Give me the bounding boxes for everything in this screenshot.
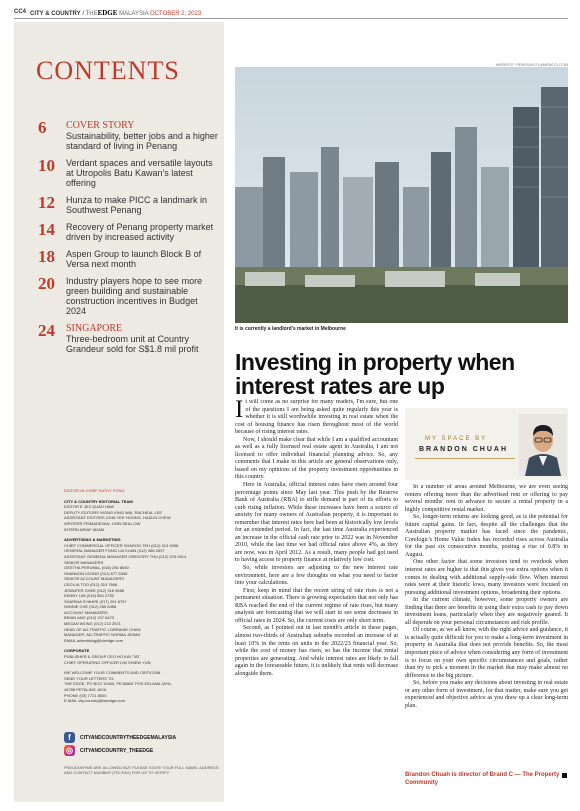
article-paragraph: It will come as no surprise for many readers, I'm sure, but one of the questions I am being asked quite regularly this year is whether it is still worthwhile investing in real estate when the cost of housing finance has risen throughout most of the world because of rising interest rates.: [235, 399, 398, 436]
section-label: CITY & COUNTRY / THEEDGE MALAYSIA OCTOBER 2, 2023: [30, 9, 202, 17]
contents-page-number: 10: [38, 156, 55, 175]
contents-item[interactable]: [38, 195, 218, 215]
credit-line: WRITERS FRIMADEVAN, CHELSEA LOW: [64, 520, 141, 526]
credit-line: ACCOUNT MANAGERS: [64, 609, 108, 615]
article-paragraph: So, while investors are adjusting to the new interest rate environment, here are a few thoughts on what you need to factor into your calculations.: [235, 565, 398, 587]
article-paragraph: First, keep in mind that the recent string of rate rises is not a permanent situation. There is growing expectation that not only has RBA reached the end of the current regime of rate rises, but many analysts are forecasting that we will start to see some decreases in official rates in 2024. So, the current costs are only short term.: [235, 587, 398, 624]
article-paragraph: In a number of areas around Melbourne, we are even seeing renters offering more than the advertised rent or offering to pay several months' rent in advance to secure a rental property in a highly competitive rental market.: [405, 484, 568, 513]
byline-rule: [415, 458, 515, 459]
contents-page-number: 6: [38, 118, 47, 137]
article-paragraph: One other factor that some investors tend to overlook when interest rates are higher is that this gives you extra options when it comes to dealing with additional supply-side flow. When interest rates were at their historic lows, many investors were focused on pursuing additional investment options, broadening their options.: [405, 559, 568, 596]
credit-line: EDITOR E JEZ QUAH HAW: [64, 504, 115, 510]
contents-item[interactable]: [38, 323, 218, 354]
credit-line: SHARINA SYAHIRI (017) 291 6797: [64, 598, 127, 604]
end-mark: [562, 773, 567, 778]
contents-heading: COVER STORY: [66, 120, 135, 131]
contact-line: E-MAIL city.country@bizedge.com: [64, 698, 125, 704]
contents-description: Recovery of Penang property market driven by increased activity: [66, 222, 214, 242]
facebook-link[interactable]: f CITYANDCOUNTRYTHEEDGEMALAYSIA: [64, 732, 176, 743]
article-paragraph: In the current climate, however, some property owners are finding that there are benefits in using their extra cash to pay down investment loans, particularly when they are negatively geared. It all depends on your personal circumstances and risk profile.: [405, 597, 568, 626]
credit-line: CHIEF COMMERCIAL OFFICER SHARON TEH (012) 313 9056: [64, 542, 179, 548]
credit-line: JENNIFER CHEE (012) 316 9688: [64, 587, 125, 593]
credit-heading: CITY & COUNTRY EDITORIAL TEAM: [64, 498, 133, 504]
credit-line: HEAD OF AD-TRAFFIC LORRAINE CHAN: [64, 626, 141, 632]
credit-line: ASSISTANT EDITORS CHIN YEE HOONG, HAZLIN CHEW: [64, 515, 171, 521]
article-paragraph: Second, as I pointed out in last month's article in these pages, almost two-thirds of Australian suburbs recorded an increase of at least 10% in the rents on units in the 2022/23 financial year. So, while the cost of money has risen, so has the income that rental properties are generating. And while interest rates are likely to fall again in the foreseeable future, it is unlikely that rents will decrease alongside them.: [235, 625, 398, 677]
page-number: CC4: [14, 9, 27, 15]
page-header: [0, 0, 580, 20]
contents-description: Aspen Group to launch Block B of Versa next month: [66, 249, 202, 269]
credit-line: CHIEF OPERATING OFFICER LIM SHIEW YUN: [64, 659, 151, 665]
contents-list: [38, 120, 218, 361]
credit-line: ASSISTANT GENERAL MANAGER GREGORY THU (012) 376 0614: [64, 553, 187, 559]
credit-line: DEPUTY EDITORS WONG KING WAI, RACHEAL LEE: [64, 509, 163, 515]
credit-line: SENIOR MANAGERS: [64, 559, 104, 565]
article-paragraph: Now, I should make clear that while I am a qualified accountant as well as a fully licensed real estate agent in Australia, I am not licensed to offer individual financial planning advice. So, any comments that I make in this article are general observations only, based on my opinions of the property investment opportunities in this country.: [235, 436, 398, 481]
contents-page-number: 12: [38, 193, 55, 212]
credit-line: MANAGER, AD-TRAFFIC NORMA JIDIMA: [64, 632, 141, 638]
editorial-credits: [64, 488, 224, 704]
melbourne-skyline-photo: [235, 67, 568, 323]
contents-description: Sustainability, better jobs and a higher standard of living in Penang: [66, 131, 218, 151]
credit-line: PUBLISHER & GROUP CEO HO KAY TAT: [64, 654, 140, 660]
credit-line: BRIAN ANG (012) 207 6473: [64, 615, 115, 621]
contents-description: Hunza to make PICC a landmark in Southwest Penang: [66, 195, 208, 215]
article-paragraph: So, longer-term returns are looking good, as is the potential for future capital gains. In fact, despite all the challenges that the Australian property market has faced since the pandemic, Corelogic's Home Value Index has recorded rises across Australia for the past six consecutive months, posting a rise of 0.8% in August.: [405, 514, 568, 558]
column-byline-box: [405, 408, 568, 480]
article-column-1: [235, 399, 398, 791]
author-photo: [519, 414, 567, 476]
header-rule: [14, 18, 568, 19]
credit-line: WINNIE CHE (012) 255 6458: [64, 604, 117, 610]
article-paragraph: So, before you make any decisions about investing in real estate or any other form of investment, for that matter, make sure you get experienced and objective advice as you draw up a clear long-term plan.: [405, 680, 568, 709]
credit-line: MEGAN WONG (012) 213 2571: [64, 621, 121, 627]
credit-line: INTERN ARIAF ADAM: [64, 526, 105, 532]
contact-line: 46788 PETALING JAYA: [64, 687, 107, 692]
author-bio: Brandon Chuah is director of Brand C — The Property Community: [405, 772, 560, 786]
column-label: MY SPACE BY: [425, 436, 488, 442]
credit-line: SHANNON LEONG (012) 677 5345: [64, 570, 128, 576]
article-paragraph: Here in Australia, official interest rates have risen around four percentage points since May last year. This push by the Reserve Bank of Australia (RBA) to stifle demand is part of its efforts to curb rising inflation. While these increases have been a source of anxiety for many owners of Australian property, it is important to remember that interest rates here had been at historically low levels for an extended period. In fact, the last time Australia experienced an increase in the official cash rate prior to 2022 was in November 2010, while the last time we had official rates above 4%, as they are now, was in April 2012. As a result, many people had got used to having access to property finance at relatively low cost.: [235, 482, 398, 564]
credit-line: GEETHA PERUMAL (016) 250 8640: [64, 565, 129, 571]
credit-heading: ADVERTISING & MARKETING: [64, 537, 121, 543]
photo-credit: WEBSITE: PENGUIN.FLAMENCO.COM: [495, 62, 568, 67]
facebook-icon: f: [64, 732, 75, 743]
contents-description: Industry players hope to see more green building and sustainable construction incentives in Budget 2024: [66, 276, 203, 316]
credit-line: GENERAL MANAGER FONG LAI KUAN (012) 388 2637: [64, 548, 165, 554]
credit-line: EDITOR-IN-CHIEF KATHY FONG: [64, 488, 125, 493]
contents-item[interactable]: [38, 276, 218, 316]
photo-caption: It is currently a landlord's market in Melbourne: [235, 326, 346, 332]
contents-title: CONTENTS: [36, 56, 180, 85]
article-headline: Investing in property when interest rates are up: [235, 349, 515, 399]
credit-line: KENNY LIM (016) 554 2735: [64, 593, 114, 599]
contents-page-number: 18: [38, 247, 55, 266]
contact-line: THE EDGE, PO BOX 10440, PEJABAT POS KELANA JAYA,: [64, 681, 172, 687]
article-column-2: [405, 484, 568, 784]
credit-line: SENIOR ACCOUNT MANAGERS: [64, 576, 124, 582]
contact-line: SEND YOUR LETTERS TO:: [64, 675, 115, 681]
credit-line: EMAIL advertising@bizedge.com: [64, 637, 124, 643]
contact-line: PHONE (03) 7721 8000: [64, 692, 107, 698]
contents-description: Verdant spaces and versatile layouts at Utropolis Batu Kawan's latest offering: [66, 158, 213, 188]
article-paragraph: Of course, as we all know, with the right advice and guidance, it is actually quite difficult for you to make a long-term investment in property in Australia that does not provide benefits. So, the most important piece of advice when considering any form of investment is to focus on your own specific circumstances and goals, rather than try to pick a moment in the market that may make almost no difference to the big picture.: [405, 627, 568, 679]
contents-item[interactable]: [38, 158, 218, 188]
contents-page-number: 20: [38, 274, 55, 293]
contents-item[interactable]: [38, 120, 218, 151]
contents-item[interactable]: [38, 249, 218, 269]
contact-line: WE WELCOME YOUR COMMENTS AND CRITICISM.: [64, 670, 162, 676]
contents-description: Three-bedroom unit at Country Grandeur sold for S$1.8 mil profit: [66, 334, 199, 354]
footnote: PSEUDONYMS ARE ALLOWED BUT PLEASE STATE YOUR FULL NAME, ADDRESS AND CONTACT NUMBER (TEL/FAX) FOR US TO VERIFY.: [64, 765, 219, 776]
instagram-icon: ◎: [64, 745, 75, 756]
instagram-link[interactable]: ◎ CITYANDCOUNTRY_THEEDGE: [66, 746, 154, 755]
credit-heading: CORPORATE: [64, 648, 90, 654]
contents-page-number: 14: [38, 220, 55, 239]
contents-page-number: 24: [38, 321, 55, 340]
drop-cap: I: [235, 399, 244, 423]
contents-item[interactable]: [38, 222, 218, 242]
credit-line: CECILIA TOO (012) 319 7668: [64, 581, 118, 587]
author-name: BRANDON CHUAH: [419, 446, 508, 453]
contents-heading: SINGAPORE: [66, 323, 123, 334]
